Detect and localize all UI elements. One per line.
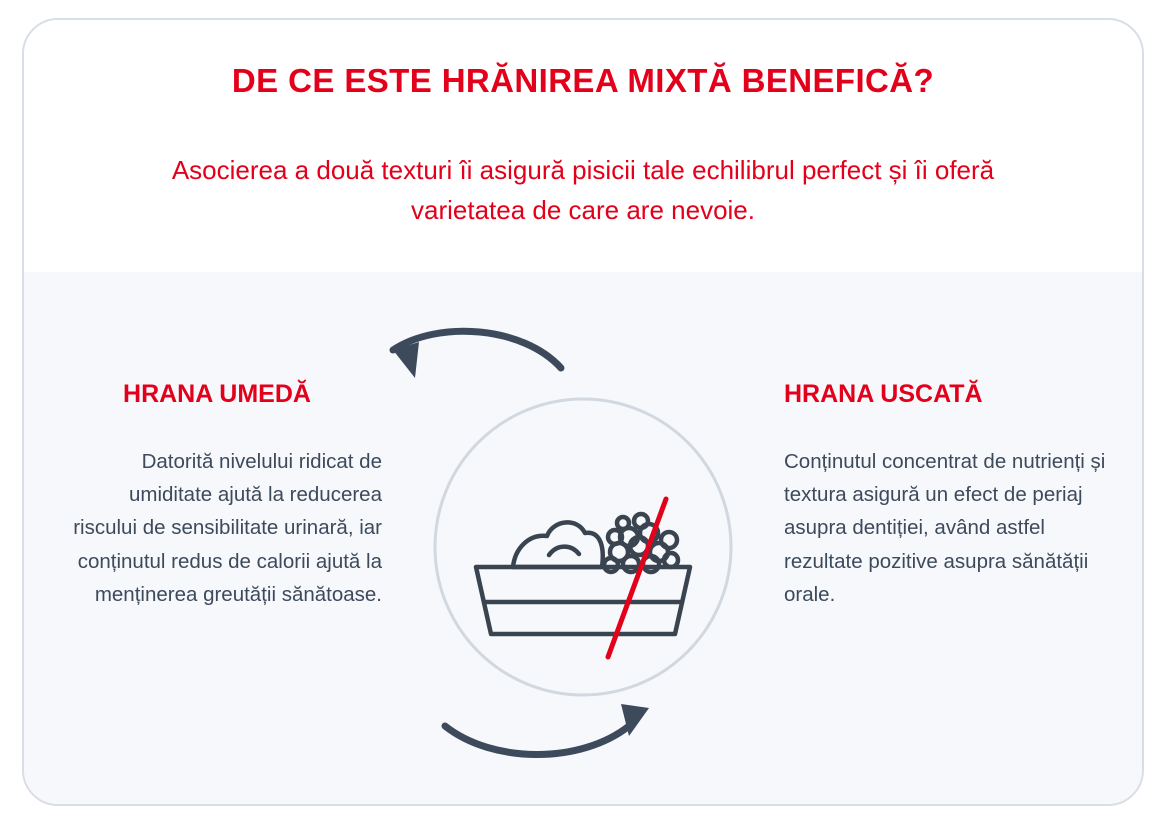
circle-outline	[435, 399, 731, 695]
curved-arrow-left-icon	[393, 331, 561, 368]
dry-food-column	[784, 380, 1114, 611]
infographic-card	[22, 18, 1144, 806]
curved-arrow-right-icon	[445, 726, 629, 755]
page-subtitle: Asocierea a două texturi îi asigură pisicii tale echilibrul perfect și îi oferă varietatea de care are nevoie.	[171, 155, 995, 226]
center-graphic	[353, 312, 813, 782]
page-title: DE CE ESTE HRĂNIREA MIXTĂ BENEFICĂ?	[231, 62, 935, 99]
header-section	[24, 20, 1142, 272]
food-bowl-icon	[476, 514, 690, 634]
dry-food-heading: HRANA USCATĂ	[784, 380, 983, 408]
wet-food-heading: HRANA UMEDĂ	[123, 380, 311, 408]
dry-food-body: Conținutul concentrat de nutrienți și textura asigură un efect de periaj asupra dentiției, având astfel rezultate pozitive asupra sănătății orale.	[784, 450, 1106, 606]
wet-food-body: Datorită nivelului ridicat de umiditate ajută la reducerea riscului de sensibilitate urinară, iar conținutul redus de calorii ajută la menținerea greutății sănătoase.	[73, 450, 382, 606]
wet-food-column	[52, 380, 382, 611]
content-panel	[24, 272, 1142, 806]
